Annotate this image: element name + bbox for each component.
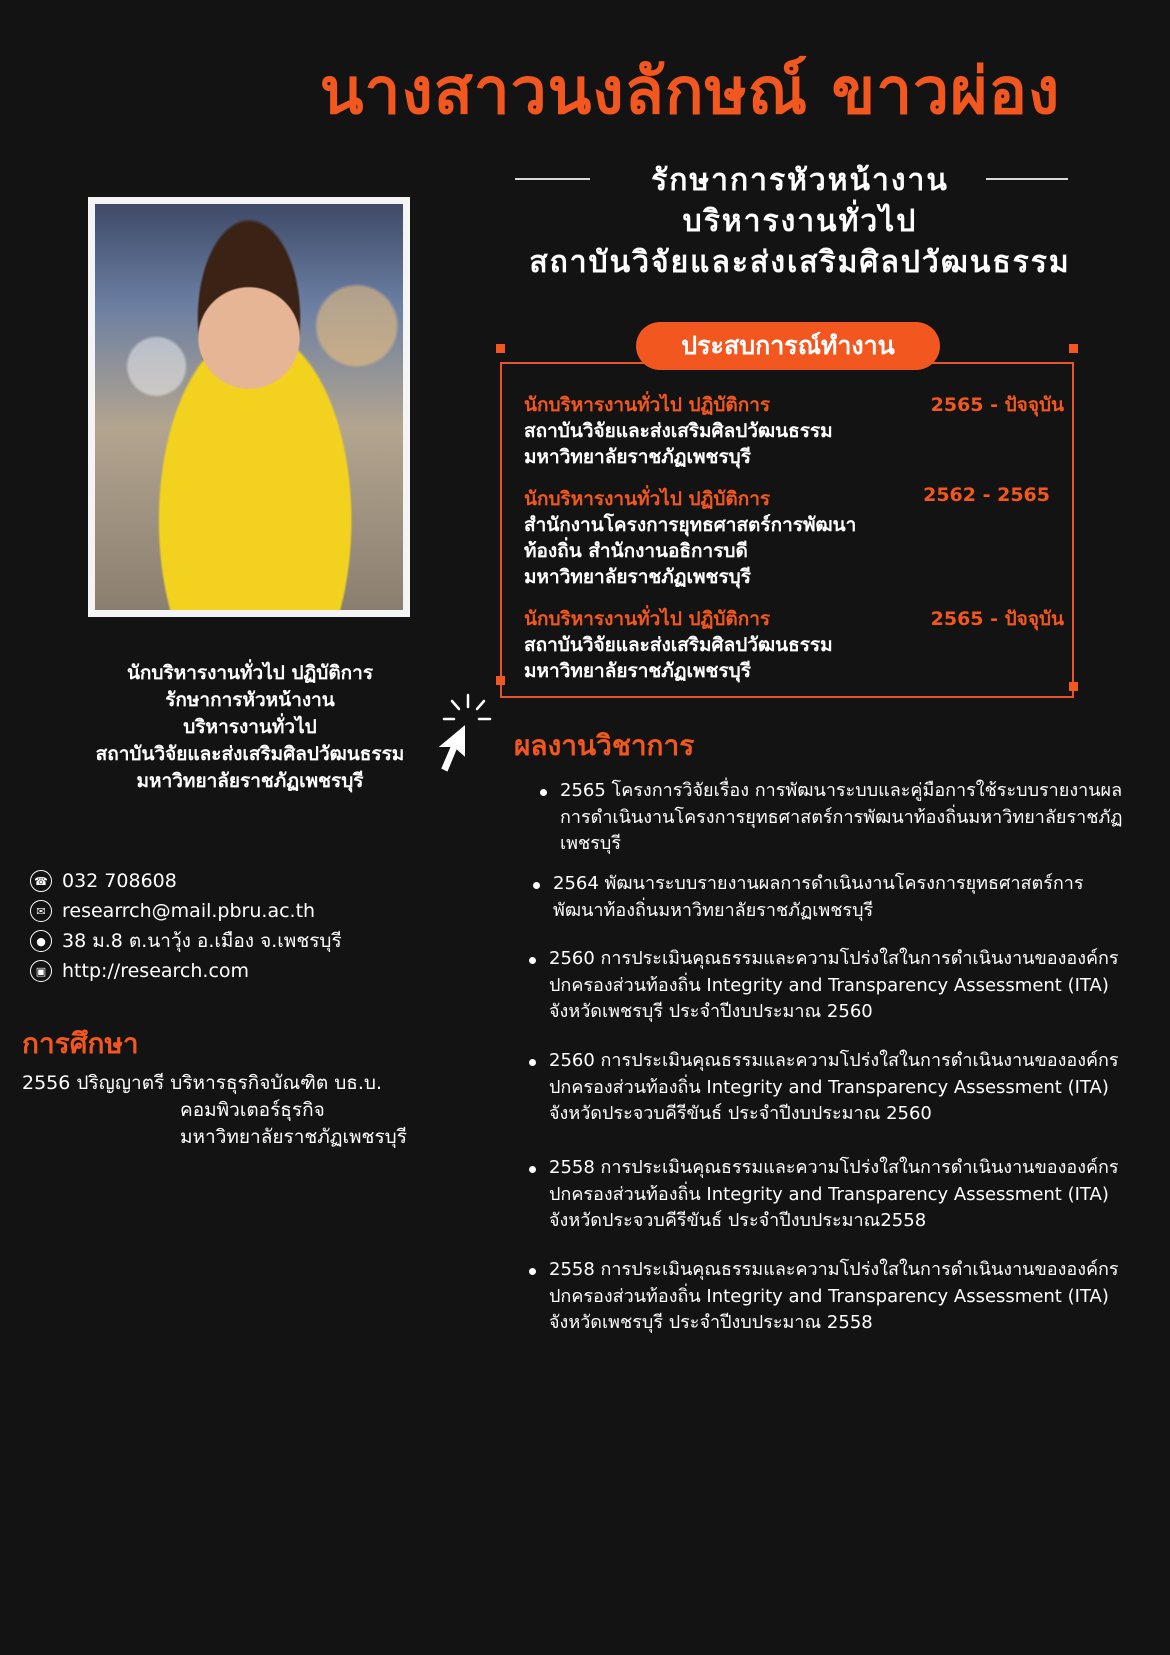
experience-role: นักบริหารงานทั่วไป ปฏิบัติการ <box>524 608 771 630</box>
profile-photo <box>95 204 403 610</box>
education-body <box>22 1070 407 1151</box>
work-item <box>553 871 1133 924</box>
education-heading: การศึกษา <box>22 1027 139 1060</box>
experience-role: นักบริหารงานทั่วไป ปฏิบัติการ <box>524 488 771 510</box>
work-line: 2564 พัฒนาระบบรายงานผลการดำเนินงานโครงการยุทธศาสตร์การ <box>553 873 1084 894</box>
position-line: สถาบันวิจัยและส่งเสริมศิลปวัฒนธรรม <box>529 245 1071 280</box>
work-line: 2558 การประเมินคุณธรรมและความโปร่งใสในการดำเนินงานขององค์กร <box>549 1157 1119 1178</box>
experience-item <box>524 486 1064 590</box>
work-line: 2558 การประเมินคุณธรรมและความโปร่งใสในการดำเนินงานขององค์กร <box>549 1259 1119 1280</box>
globe-icon: ▣ <box>30 960 52 982</box>
box-corner <box>496 344 505 353</box>
role-line: รักษาการหัวหน้างาน <box>165 689 335 711</box>
role-line: นักบริหารงานทั่วไป ปฏิบัติการ <box>126 662 374 684</box>
click-cursor-icon <box>432 693 496 779</box>
work-item <box>549 946 1129 1026</box>
profile-photo-frame <box>88 197 410 617</box>
experience-org: มหาวิทยาลัยราชภัฏเพชรบุรี <box>524 566 751 588</box>
experience-role: นักบริหารงานทั่วไป ปฏิบัติการ <box>524 394 771 416</box>
education-line: คอมพิวเตอร์ธุรกิจ <box>180 1099 325 1121</box>
box-corner <box>496 676 505 685</box>
work-line: จังหวัดเพชรบุรี ประจำปีงบประมาณ 2558 <box>549 1312 873 1333</box>
profile-roles <box>40 660 460 795</box>
work-line: จังหวัดเพชรบุรี ประจำปีงบประมาณ 2560 <box>549 1001 873 1022</box>
work-item <box>560 778 1140 858</box>
works-heading: ผลงานวิชาการ <box>514 729 695 762</box>
experience-org: ท้องถิ่น สำนักงานอธิการบดี <box>524 540 748 562</box>
contact-website[interactable] <box>30 956 450 986</box>
contact-list <box>30 866 450 986</box>
work-line: ปกครองส่วนท้องถิ่น Integrity and Transparency Assessment (ITA) <box>549 1183 1109 1205</box>
work-line: ปกครองส่วนท้องถิ่น Integrity and Transparency Assessment (ITA) <box>549 1285 1109 1307</box>
contact-text: http://research.com <box>62 960 250 982</box>
experience-period: 2565 - ปัจจุบัน <box>930 394 1064 416</box>
work-line: 2560 การประเมินคุณธรรมและความโปร่งใสในการดำเนินงานขององค์กร <box>549 948 1119 969</box>
work-line: 2560 การประเมินคุณธรรมและความโปร่งใสในการดำเนินงานขององค์กร <box>549 1050 1119 1071</box>
experience-heading: ประสบการณ์ทำงาน <box>636 322 940 370</box>
experience-org: สถาบันวิจัยและส่งเสริมศิลปวัฒนธรรม <box>524 420 833 442</box>
experience-org: มหาวิทยาลัยราชภัฏเพชรบุรี <box>524 660 751 682</box>
work-line: เพชรบุรี <box>560 833 621 854</box>
experience-org: มหาวิทยาลัยราชภัฏเพชรบุรี <box>524 446 751 468</box>
contact-address <box>30 926 450 956</box>
work-line: พัฒนาท้องถิ่นมหาวิทยาลัยราชภัฏเพชรบุรี <box>553 899 874 921</box>
box-corner <box>1069 344 1078 353</box>
phone-icon: ☎ <box>30 870 52 892</box>
education-line: มหาวิทยาลัยราชภัฏเพชรบุรี <box>180 1126 407 1148</box>
role-line: บริหารงานทั่วไป <box>183 716 317 738</box>
position-title <box>480 160 1120 283</box>
work-item <box>549 1155 1129 1235</box>
work-line: ปกครองส่วนท้องถิ่น Integrity and Transparency Assessment (ITA) <box>549 974 1109 996</box>
contact-text: researrch@mail.pbru.ac.th <box>62 900 316 922</box>
position-line: บริหารงานทั่วไป <box>682 204 918 239</box>
contact-email[interactable] <box>30 896 450 926</box>
work-line: การดำเนินงานโครงการยุทธศาสตร์การพัฒนาท้องถิ่นมหาวิทยาลัยราชภัฏ <box>560 806 1123 828</box>
experience-period: 2565 - ปัจจุบัน <box>930 608 1064 630</box>
person-name: นางสาวนงลักษณ์ ขาวผ่อง <box>319 55 1061 129</box>
location-icon: ● <box>30 930 52 952</box>
experience-item <box>524 392 1064 470</box>
work-item <box>549 1048 1129 1128</box>
experience-org: สำนักงานโครงการยุทธศาสตร์การพัฒนา <box>524 514 857 536</box>
experience-org: สถาบันวิจัยและส่งเสริมศิลปวัฒนธรรม <box>524 634 833 656</box>
contact-phone[interactable] <box>30 866 450 896</box>
contact-text: 38 ม.8 ต.นาวุ้ง อ.เมือง จ.เพชรบุรี <box>62 930 342 952</box>
work-line: จังหวัดประจวบคีรีขันธ์ ประจำปีงบประมาณ2558 <box>549 1210 927 1231</box>
work-line: 2565 โครงการวิจัยเรื่อง การพัฒนาระบบและคู่มือการใช้ระบบรายงานผล <box>560 780 1123 801</box>
experience-item <box>524 606 1064 684</box>
box-corner <box>1069 682 1078 691</box>
role-line: สถาบันวิจัยและส่งเสริมศิลปวัฒนธรรม <box>95 743 405 765</box>
role-line: มหาวิทยาลัยราชภัฏเพชรบุรี <box>136 770 364 792</box>
mail-icon: ✉ <box>30 900 52 922</box>
work-item <box>549 1257 1129 1337</box>
education-line: 2556 ปริญญาตรี บริหารธุรกิจบัณฑิต บธ.บ. <box>22 1072 383 1094</box>
work-line: ปกครองส่วนท้องถิ่น Integrity and Transparency Assessment (ITA) <box>549 1076 1109 1098</box>
contact-text: 032 708608 <box>62 870 177 892</box>
experience-period: 2562 - 2565 <box>923 484 1050 506</box>
work-line: จังหวัดประจวบคีรีขันธ์ ประจำปีงบประมาณ 2560 <box>549 1103 932 1124</box>
position-line: รักษาการหัวหน้างาน <box>651 163 949 198</box>
